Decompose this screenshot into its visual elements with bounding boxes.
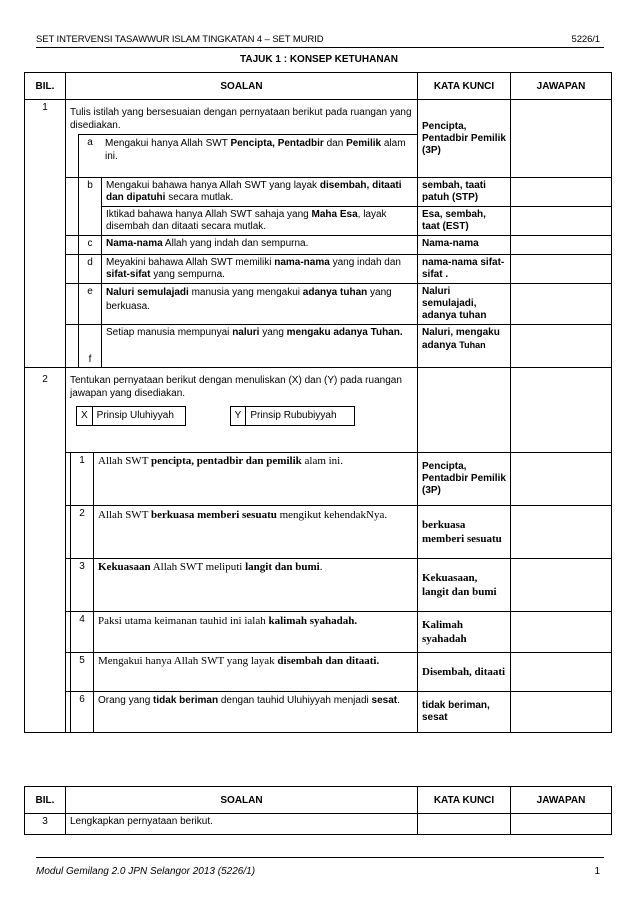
q2-2-num: 2 xyxy=(71,506,94,558)
q1e-answer-cell[interactable] xyxy=(511,284,612,325)
q1b1-answer-cell[interactable] xyxy=(511,178,612,207)
q1a-letter: a xyxy=(79,135,102,178)
col-soalan: SOALAN xyxy=(66,73,418,100)
table-row xyxy=(25,325,612,368)
legend-y-key: Y xyxy=(230,407,246,426)
topic-title: TAJUK 1 : KONSEP KETUHANAN xyxy=(240,54,398,65)
q1e-keyword: Naluri semulajadi, adanya tuhan xyxy=(422,286,487,321)
q2-5-answer-cell[interactable] xyxy=(511,653,612,692)
q1b1-text: Mengakui bahawa hanya Allah SWT yang layak disembah, ditaati dan dipatuhi secara mutlak. xyxy=(102,178,418,207)
col-kata-kunci: KATA KUNCI xyxy=(418,787,511,814)
q2-1-text: Allah SWT pencipta, pentadbir dan pemilik alam ini. xyxy=(98,455,343,467)
q2-4-num: 4 xyxy=(71,612,94,652)
questions-table-2 xyxy=(24,786,612,835)
table-row xyxy=(25,100,612,135)
q2-6-keyword: tidak beriman, sesat xyxy=(422,700,490,723)
q1d-text: Meyakini bahawa Allah SWT memiliki nama-nama yang indah dan sifat-sifat yang sempurna. xyxy=(106,257,401,280)
q1b2-text: Iktikad bahawa hanya Allah SWT sahaja yang Maha Esa, layak disembah dan ditaati secara mutlak. xyxy=(102,207,418,236)
q2-5-keyword: Disembah, ditaati xyxy=(422,666,506,678)
q1e-letter: e xyxy=(79,284,102,324)
q2-3-text: Kekuasaan Allah SWT meliputi langit dan bumi. xyxy=(98,561,323,573)
table-row xyxy=(25,368,612,453)
header-rule xyxy=(36,47,604,48)
table-row xyxy=(25,612,612,653)
col-soalan: SOALAN xyxy=(66,787,418,814)
legend-x-label: Prinsip Uluhiyyah xyxy=(92,407,185,426)
header-code: 5226/1 xyxy=(571,34,600,45)
table-header-row xyxy=(25,787,612,814)
q1f-answer-cell[interactable] xyxy=(511,325,612,368)
col-bil: BIL. xyxy=(25,787,66,814)
q2-3-num: 3 xyxy=(71,559,94,611)
q1c-text: Nama-nama Allah yang indah dan sempurna. xyxy=(106,238,309,249)
q2-1-keyword: Pencipta, Pentadbir Pemilik (3P) xyxy=(422,461,506,496)
q1b2-answer-cell[interactable] xyxy=(511,207,612,236)
q1-number: 1 xyxy=(25,100,66,368)
q1f-letter: f xyxy=(79,325,102,367)
legend-table xyxy=(76,406,355,426)
q2-4-answer-cell[interactable] xyxy=(511,612,612,653)
page-number: 1 xyxy=(594,866,600,877)
q2-3-answer-cell[interactable] xyxy=(511,559,612,612)
q2-6-num: 6 xyxy=(71,692,94,732)
q1b1-keyword: sembah, taati patuh (STP) xyxy=(422,180,486,203)
q1f-text: Setiap manusia mempunyai naluri yang mengaku adanya Tuhan. xyxy=(106,327,403,338)
q2-6-text: Orang yang tidak beriman dengan tauhid Uluhiyyah menjadi sesat. xyxy=(98,695,400,706)
table-row xyxy=(25,284,612,325)
table-row xyxy=(25,255,612,284)
legend-y-label: Prinsip Rububiyyah xyxy=(246,407,355,426)
q2-2-keyword: berkuasa memberi sesuatu xyxy=(422,519,502,545)
table-row xyxy=(25,692,612,733)
q1a-answer-cell[interactable] xyxy=(511,100,612,178)
header-title: SET INTERVENSI TASAWWUR ISLAM TINGKATAN 4 – SET MURID xyxy=(36,34,324,45)
footer-rule xyxy=(36,857,604,858)
q2-5-text: Mengakui hanya Allah SWT yang layak disembah dan ditaati. xyxy=(98,655,380,667)
q1d-answer-cell[interactable] xyxy=(511,255,612,284)
q2-1-num: 1 xyxy=(71,453,94,505)
q1d-keyword: nama-nama sifat-sifat . xyxy=(422,257,505,280)
legend-x-key: X xyxy=(77,407,93,426)
q1c-answer-cell[interactable] xyxy=(511,236,612,255)
q1-prompt: Tulis istilah yang bersesuaian dengan pernyataan berikut pada ruangan yang disediakan. xyxy=(66,100,418,135)
q3-prompt: Lengkapkan pernyataan berikut. xyxy=(66,814,418,835)
table-row xyxy=(25,653,612,692)
q1b-letter: b xyxy=(79,178,102,235)
q2-2-text: Allah SWT berkuasa memberi sesuatu mengikut kehendakNya. xyxy=(98,509,388,521)
q2-number: 2 xyxy=(25,368,66,733)
col-jawapan: JAWAPAN xyxy=(511,787,612,814)
table-row xyxy=(25,453,612,506)
table-row xyxy=(25,559,612,612)
questions-table xyxy=(24,72,612,733)
table-row xyxy=(25,506,612,559)
q2-6-answer-cell[interactable] xyxy=(511,692,612,733)
q3-answer-cell[interactable] xyxy=(511,814,612,835)
col-jawapan: JAWAPAN xyxy=(511,73,612,100)
page-footer xyxy=(36,866,600,877)
q1c-keyword: Nama-nama xyxy=(422,238,479,249)
q2-1-answer-cell[interactable] xyxy=(511,453,612,506)
q2-4-keyword: Kalimah syahadah xyxy=(422,619,467,645)
q2-4-text: Paksi utama keimanan tauhid ini ialah kalimah syahadah. xyxy=(98,615,358,627)
q2-5-num: 5 xyxy=(71,653,94,691)
col-bil: BIL. xyxy=(25,73,66,100)
q2-2-answer-cell[interactable] xyxy=(511,506,612,559)
q1e-text: Naluri semulajadi manusia yang mengakui adanya tuhan yang berkuasa. xyxy=(106,287,392,312)
q1a-keyword: Pencipta, Pentadbir Pemilik (3P) xyxy=(422,120,506,156)
q2-prompt: Tentukan pernyataan berikut dengan menuliskan (X) dan (Y) pada ruangan jawapan yang disediakan. xyxy=(70,375,402,399)
q1f-keyword: Naluri, mengaku adanya Tuhan xyxy=(422,327,500,351)
footer-text: Modul Gemilang 2.0 JPN Selangor 2013 (5226/1) xyxy=(36,866,256,877)
q2-3-keyword: Kekuasaan, langit dan bumi xyxy=(422,572,497,598)
table-header-row xyxy=(25,73,612,100)
table-row xyxy=(25,236,612,255)
q1a-text: Mengakui hanya Allah SWT Pencipta, Pentadbir dan Pemilik alam ini. xyxy=(101,135,417,178)
table-row xyxy=(25,178,612,207)
q1b2-keyword: Esa, sembah, taat (EST) xyxy=(422,209,486,232)
q1d-letter: d xyxy=(79,255,102,283)
q3-number: 3 xyxy=(25,814,66,835)
q1c-letter: c xyxy=(79,236,102,254)
col-kata-kunci: KATA KUNCI xyxy=(418,73,511,100)
table-row xyxy=(25,814,612,835)
